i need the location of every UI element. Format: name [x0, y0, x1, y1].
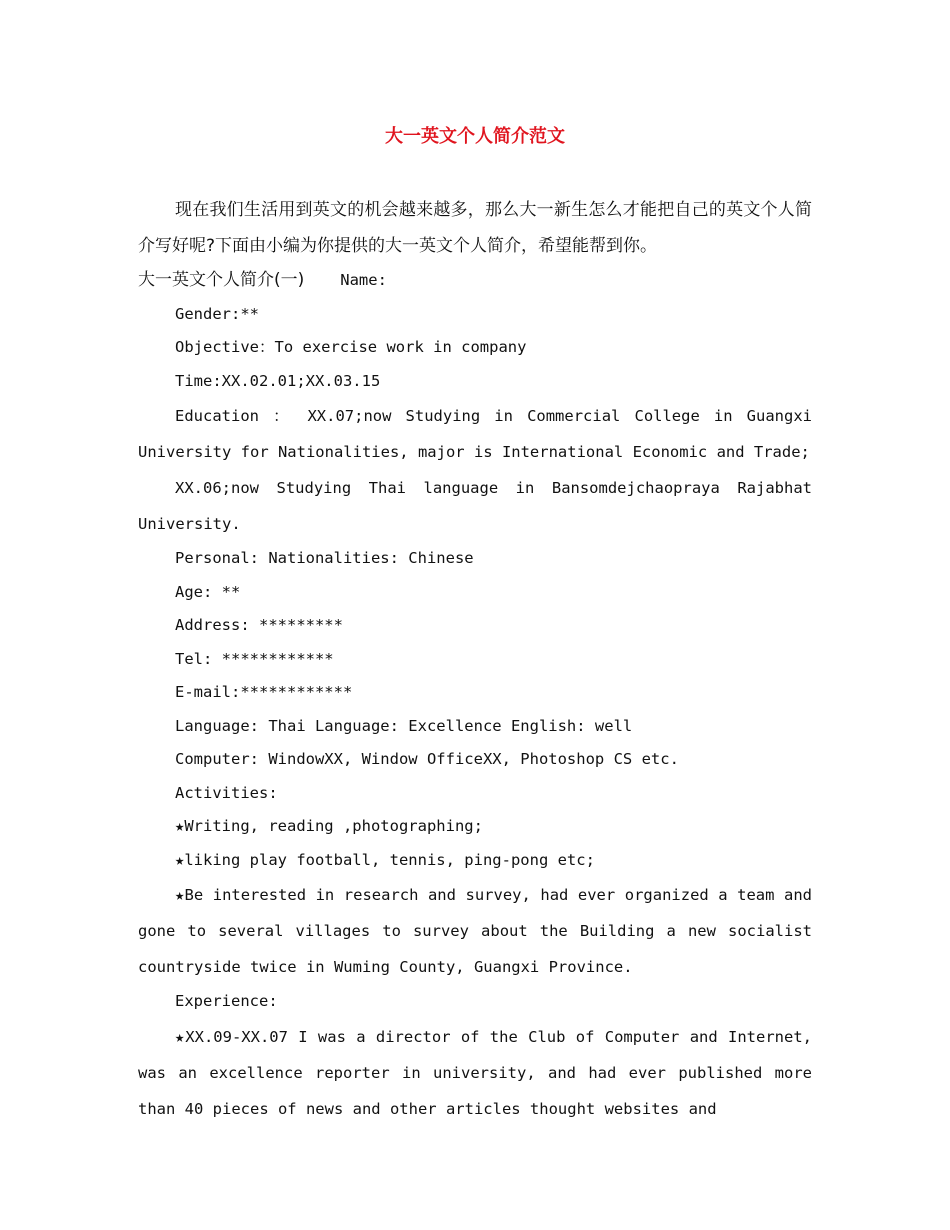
- intro-paragraph: 现在我们生活用到英文的机会越来越多，那么大一新生怎么才能把自己的英文个人简介写好呢?下面由小编为你提供的大一英文个人简介，希望能帮到你。: [138, 200, 812, 256]
- email-line: E-mail:************: [175, 683, 353, 701]
- education-paragraph-2: XX.06;now Studying Thai language in Bansomdejchaopraya Rajabhat University.: [138, 479, 812, 533]
- time-line: Time:XX.02.01;XX.03.15: [175, 371, 381, 390]
- resume-heading: 大一英文个人简介(一): [138, 270, 305, 290]
- experience-heading: Experience:: [175, 992, 278, 1010]
- document-title: 大一英文个人简介范文: [385, 126, 565, 147]
- resume-heading-line: [138, 264, 812, 298]
- activity-item: ★liking play football, tennis, ping-pong etc;: [175, 850, 595, 869]
- personal-line: Personal: Nationalities: Chinese: [175, 549, 474, 567]
- name-field: Name:: [340, 271, 387, 289]
- address-line: Address: *********: [175, 616, 343, 634]
- activity-item: ★Be interested in research and survey, had ever organized a team and gone to several villages to survey about the Building a new socialist countryside twice in Wuming County, Guangxi Province.: [138, 886, 812, 976]
- activities-heading: Activities:: [175, 783, 278, 802]
- computer-line: Computer: WindowXX, Window OfficeXX, Photoshop CS etc.: [175, 750, 679, 768]
- activity-item: ★Writing, reading ,photographing;: [175, 817, 483, 835]
- education-paragraph: Education ： XX.07;now Studying in Commercial College in Guangxi University for Nationalities, major is International Economic and Trade;: [138, 407, 812, 461]
- tel-line: Tel: ************: [175, 649, 334, 668]
- gender-line: Gender:**: [175, 304, 259, 323]
- document-body: [138, 192, 812, 1127]
- experience-item: ★XX.09-XX.07 I was a director of the Club of Computer and Internet, was an excellence reporter in university, and had ever published more than 40 pieces of news and other articles thought websites and: [138, 1027, 812, 1118]
- objective-line: Objective：To exercise work in company: [175, 338, 527, 356]
- age-line: Age: **: [175, 582, 241, 601]
- language-line: Language: Thai Language: Excellence English: well: [175, 716, 633, 735]
